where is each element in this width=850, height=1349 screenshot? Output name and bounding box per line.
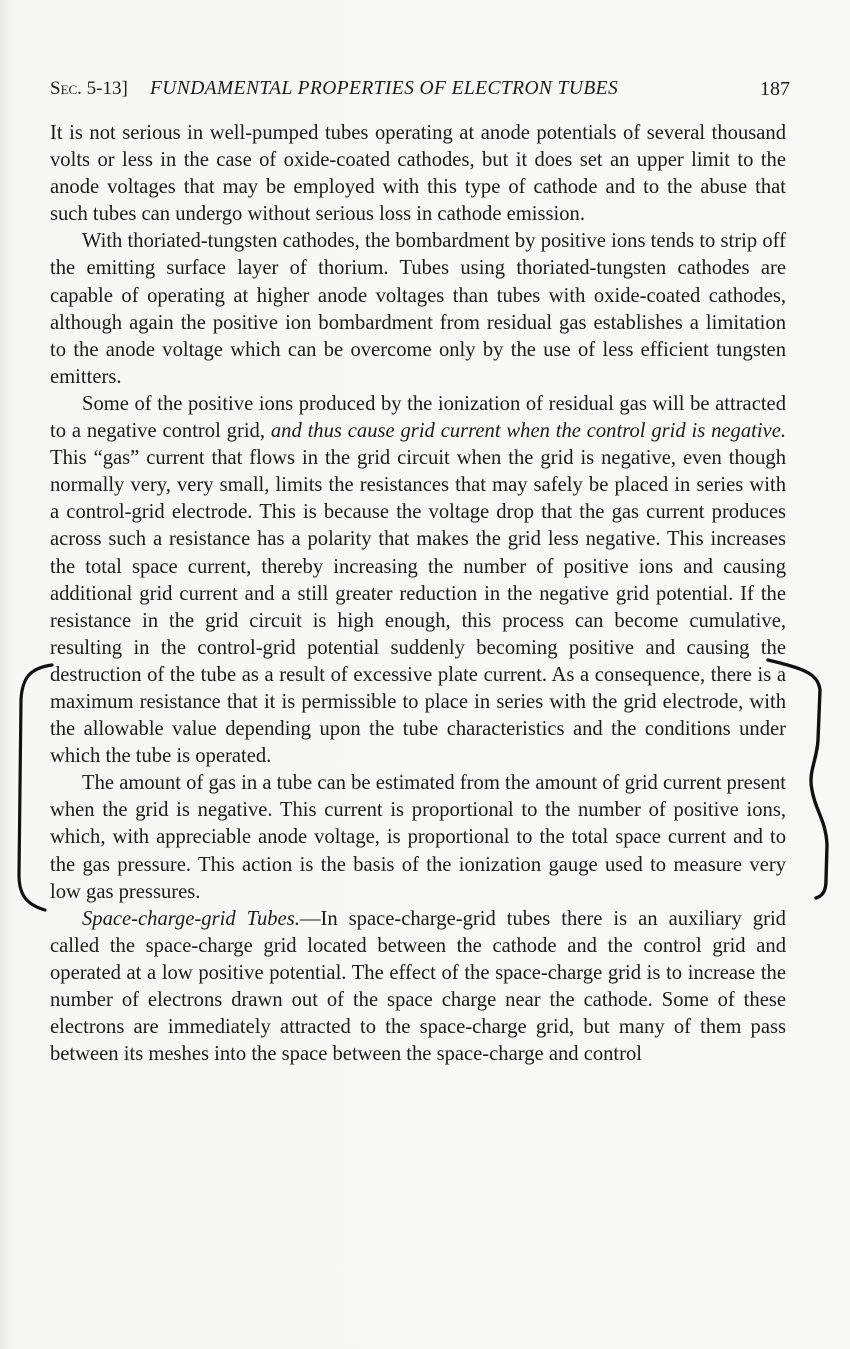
emphasis-text: and thus cause grid current when the control grid is negative. bbox=[270, 420, 787, 443]
paragraph-3-text: Some of the positive ions produced by the ionization of residual gas will be attracted to a negative control grid, bbox=[50, 392, 786, 443]
paragraph-3: Some of the positive ions produced by the ionization of residual gas will be attracted to a negative control grid, and thus cause grid current when the control grid is negative. This “gas” current that flows in the grid circuit when the grid is negative, even though normally very, very small, limits the resistances that may safely be placed in series with a control-grid electrode. This is because the voltage drop that the gas current produces across such a resistance has a polarity that makes the grid less negative. This increases the total space current, thereby increasing the number of positive ions and causing additional grid current and a still greater reduction in the negative grid potential. If the resistance in the grid circuit is high enough, this process can become cumulative, resulting in the control-grid potential suddenly becoming positive and causing the destruction of the tube as a result of excessive plate current. As a consequence, there is a maximum resistance that it is permissible to place in series with the grid electrode, with the allowable value depending upon the tube characteristics and the conditions under which the tube is operated. bbox=[50, 392, 787, 768]
paragraph-5: Space-charge-grid Tubes.—In space-charge-grid tubes there is an auxiliary grid called the space-charge grid located between the cathode and the control grid and operated at a low positive potential. The effect of the space-charge grid is to increase the number of electrons drawn out of the space charge near the cathode. Some of these electrons are immediately attracted to the space-charge grid, but many of them pass between its meshes into the space between the space-charge and control bbox=[50, 907, 786, 1066]
subsection-heading: Space-charge-grid Tubes. bbox=[82, 907, 300, 930]
paragraph-2: With thoriated-tungsten cathodes, the bombardment by positive ions tends to strip off the emitting surface layer of thorium. Tubes using thoriated-tungsten cathodes are capable of operating at higher anode voltages than tubes with oxide-coated cathodes, although again the positive ion bombardment from residual gas establishes a limitation to the anode voltage which can be overcome only by the use of less efficient tungsten emitters. bbox=[50, 230, 786, 388]
section-reference: Sec. 5-13] bbox=[50, 78, 128, 99]
paragraph-4: The amount of gas in a tube can be estimated from the amount of grid current present when the grid is negative. This current is proportional to the number of positive ions, which, with appreciable anode voltage, is proportional to the total space current and to the gas pressure. This action is the basis of the ionization gauge used to measure very low gas pressures. bbox=[50, 772, 786, 903]
chapter-title: FUNDAMENTAL PROPERTIES OF ELECTRON TUBES bbox=[150, 78, 619, 99]
paragraph-1: It is not serious in well-pumped tubes operating at anode potentials of several thousand volts or less in the case of oxide-coated cathodes, but it does set an upper limit to the anode voltages that may be employed with this type of cathode and to the abuse that such tubes can undergo without serious loss in cathode emission. bbox=[50, 122, 786, 226]
page-number: 187 bbox=[760, 78, 790, 100]
